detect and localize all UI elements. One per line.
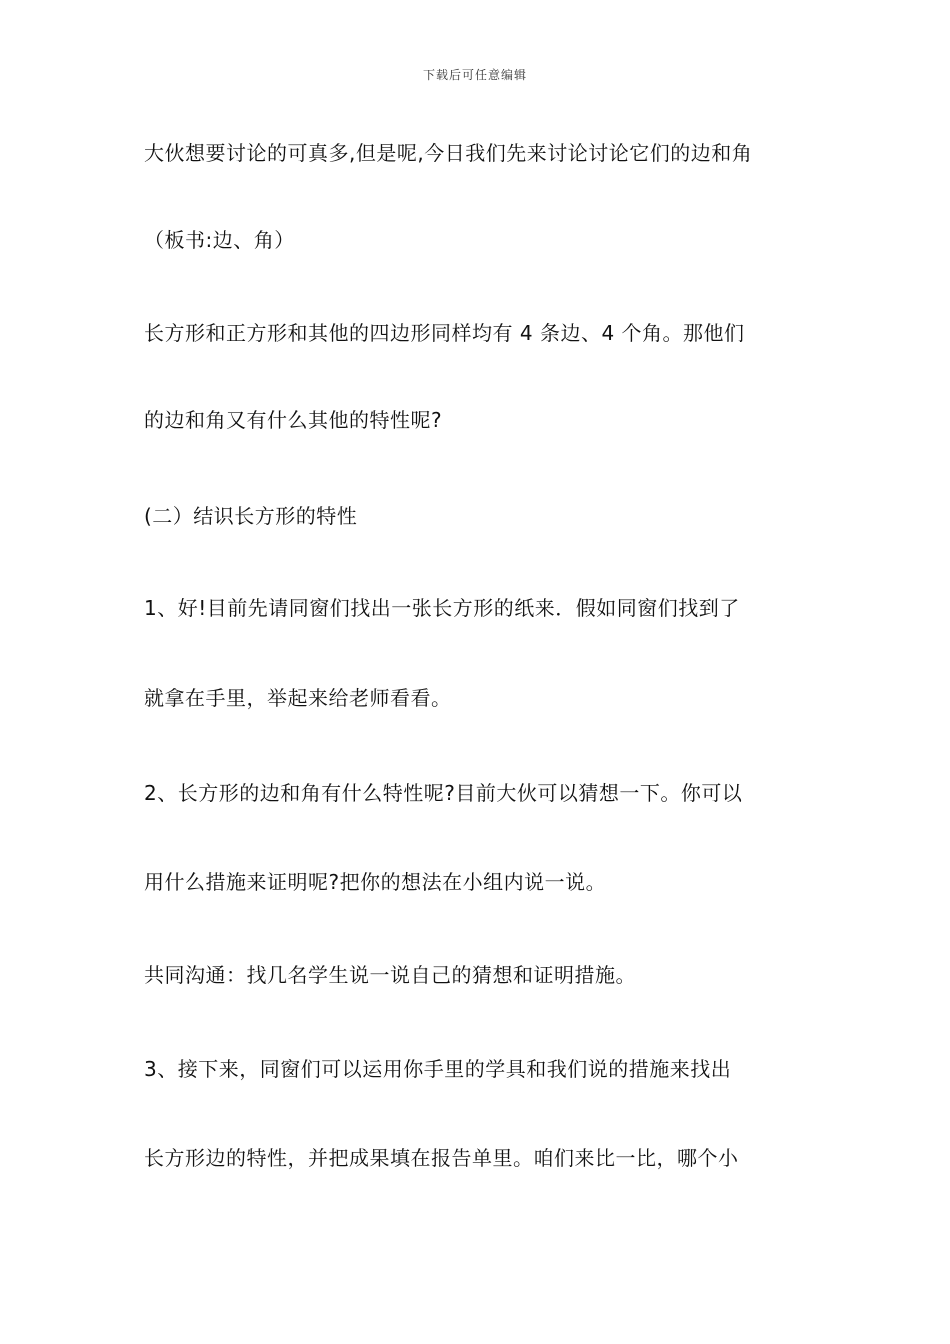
paragraph-line: 就拿在手里，举起来给老师看看。 — [144, 686, 452, 710]
paragraph-line: （板书:边、角） — [144, 228, 295, 252]
page-header: 下载后可任意编辑 — [422, 68, 527, 82]
paragraph-line: 的边和角又有什么其他的特性呢? — [144, 408, 443, 432]
paragraph-line: 用什么措施来证明呢?把你的想法在小组内说一说。 — [144, 870, 607, 894]
paragraph-line: 长方形和正方形和其他的四边形同样均有 4 条边、4 个角。那他们 — [144, 321, 745, 345]
paragraph-line: 长方形边的特性，并把成果填在报告单里。咱们来比一比，哪个小 — [144, 1146, 739, 1170]
paragraph-line: 2、长方形的边和角有什么特性呢?目前大伙可以猜想一下。你可以 — [144, 781, 743, 805]
paragraph-line: 3、接下来，同窗们可以运用你手里的学具和我们说的措施来找出 — [144, 1057, 732, 1081]
paragraph-line: 1、好!目前先请同窗们找出一张长方形的纸来．假如同窗们找到了 — [144, 596, 740, 620]
paragraph-line: 共同沟通：找几名学生说一说自己的猜想和证明措施。 — [144, 963, 636, 987]
paragraph-line: 大伙想要讨论的可真多,但是呢,今日我们先来讨论讨论它们的边和角 — [144, 141, 753, 165]
section-heading: (二）结识长方形的特性 — [144, 504, 358, 528]
